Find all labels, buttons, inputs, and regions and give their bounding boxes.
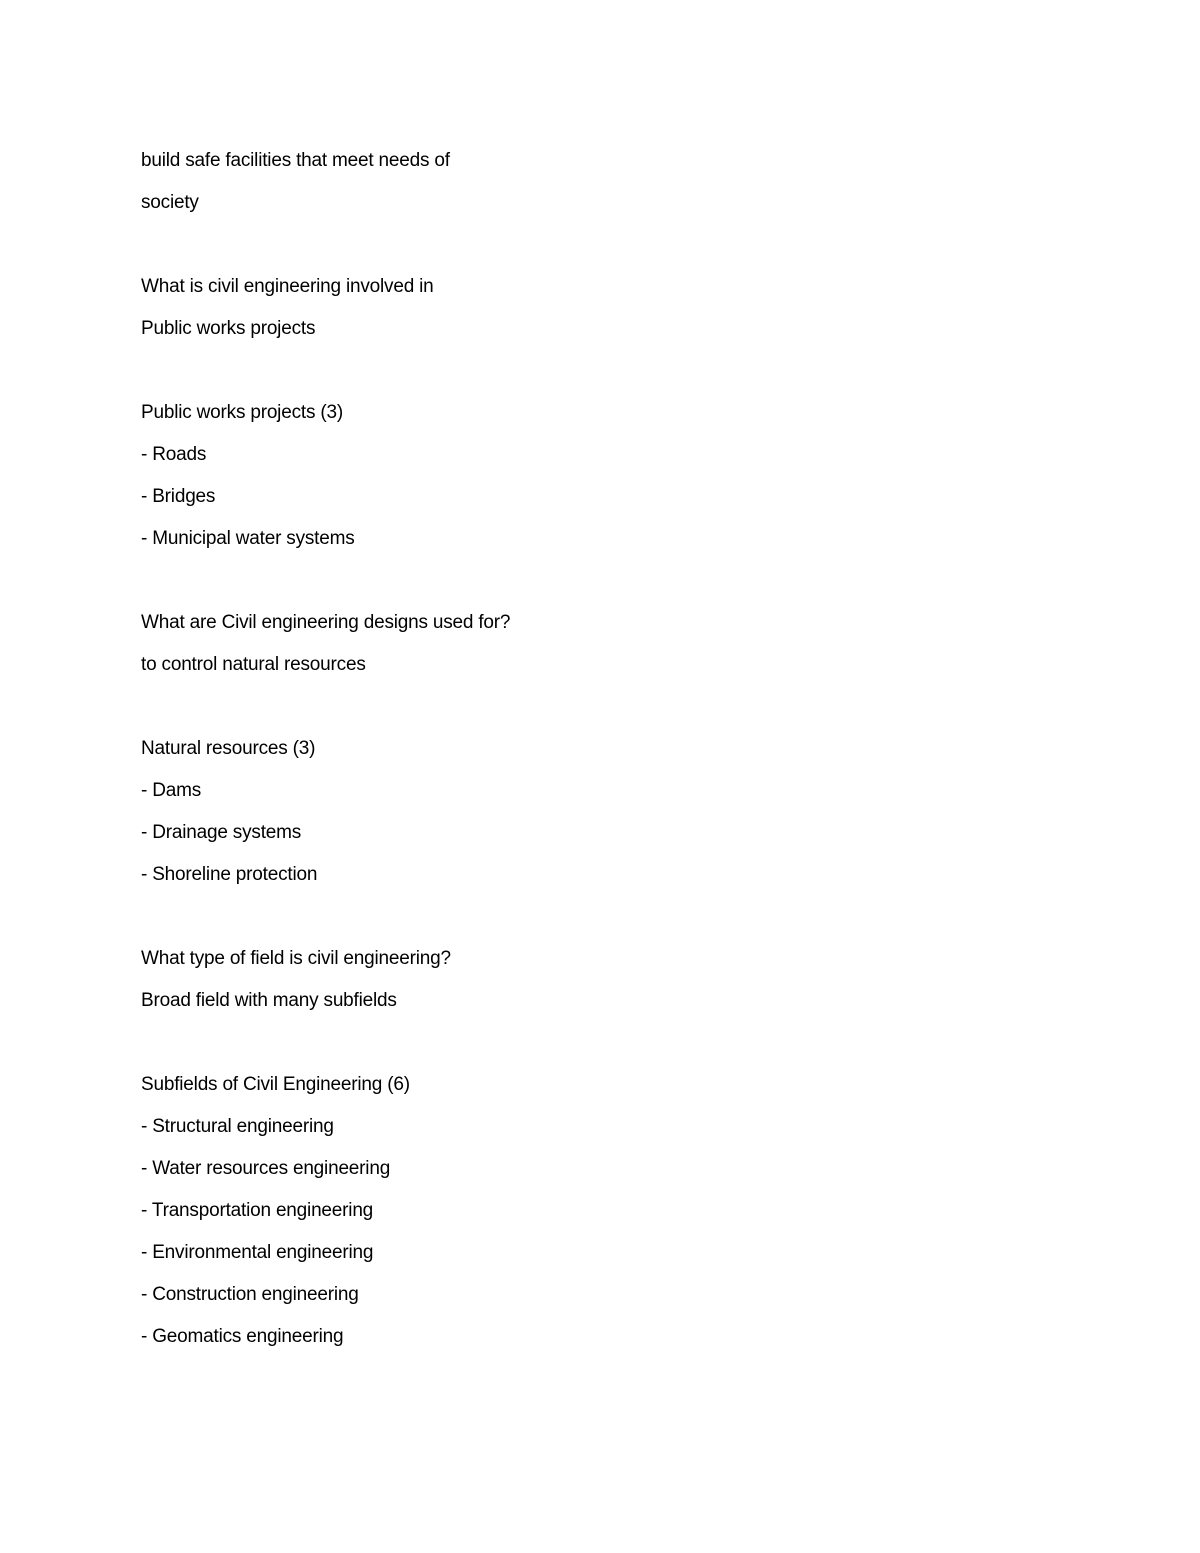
list-item: - Geomatics engineering [141,1326,344,1347]
list-heading: Public works projects (3) [141,402,343,423]
list-heading: Natural resources (3) [141,738,316,759]
list-item: - Roads [141,444,207,465]
question-line: What are Civil engineering designs used for? [141,612,511,633]
question-line: What type of field is civil engineering? [141,948,451,969]
answer-line: Broad field with many subfields [141,990,397,1011]
paragraph-spacer [141,686,1041,728]
text-block-designs-used-for [141,602,1041,686]
answer-line: to control natural resources [141,654,366,675]
text-block-definition [141,140,1041,224]
text-block-natural-resources [141,728,1041,896]
text-block-involved-in [141,266,1041,350]
paragraph-spacer [141,1022,1041,1064]
list-item: - Construction engineering [141,1284,359,1305]
list-item: - Environmental engineering [141,1242,374,1263]
list-item: - Drainage systems [141,822,302,843]
answer-line: Public works projects [141,318,316,339]
list-item: - Shoreline protection [141,864,318,885]
paragraph-spacer [141,560,1041,602]
paragraph-spacer [141,350,1041,392]
question-line: What is civil engineering involved in [141,276,434,297]
text-line: build safe facilities that meet needs of [141,150,450,171]
text-line: society [141,192,199,213]
paragraph-spacer [141,224,1041,266]
list-item: - Bridges [141,486,216,507]
list-item: - Water resources engineering [141,1158,391,1179]
list-item: - Structural engineering [141,1116,334,1137]
text-block-field-type [141,938,1041,1022]
document-body [141,140,1041,1358]
list-item: - Dams [141,780,202,801]
list-heading: Subfields of Civil Engineering (6) [141,1074,410,1095]
list-item: - Municipal water systems [141,528,355,549]
text-block-subfields [141,1064,1041,1358]
text-block-public-works [141,392,1041,560]
list-item: - Transportation engineering [141,1200,374,1221]
paragraph-spacer [141,896,1041,938]
